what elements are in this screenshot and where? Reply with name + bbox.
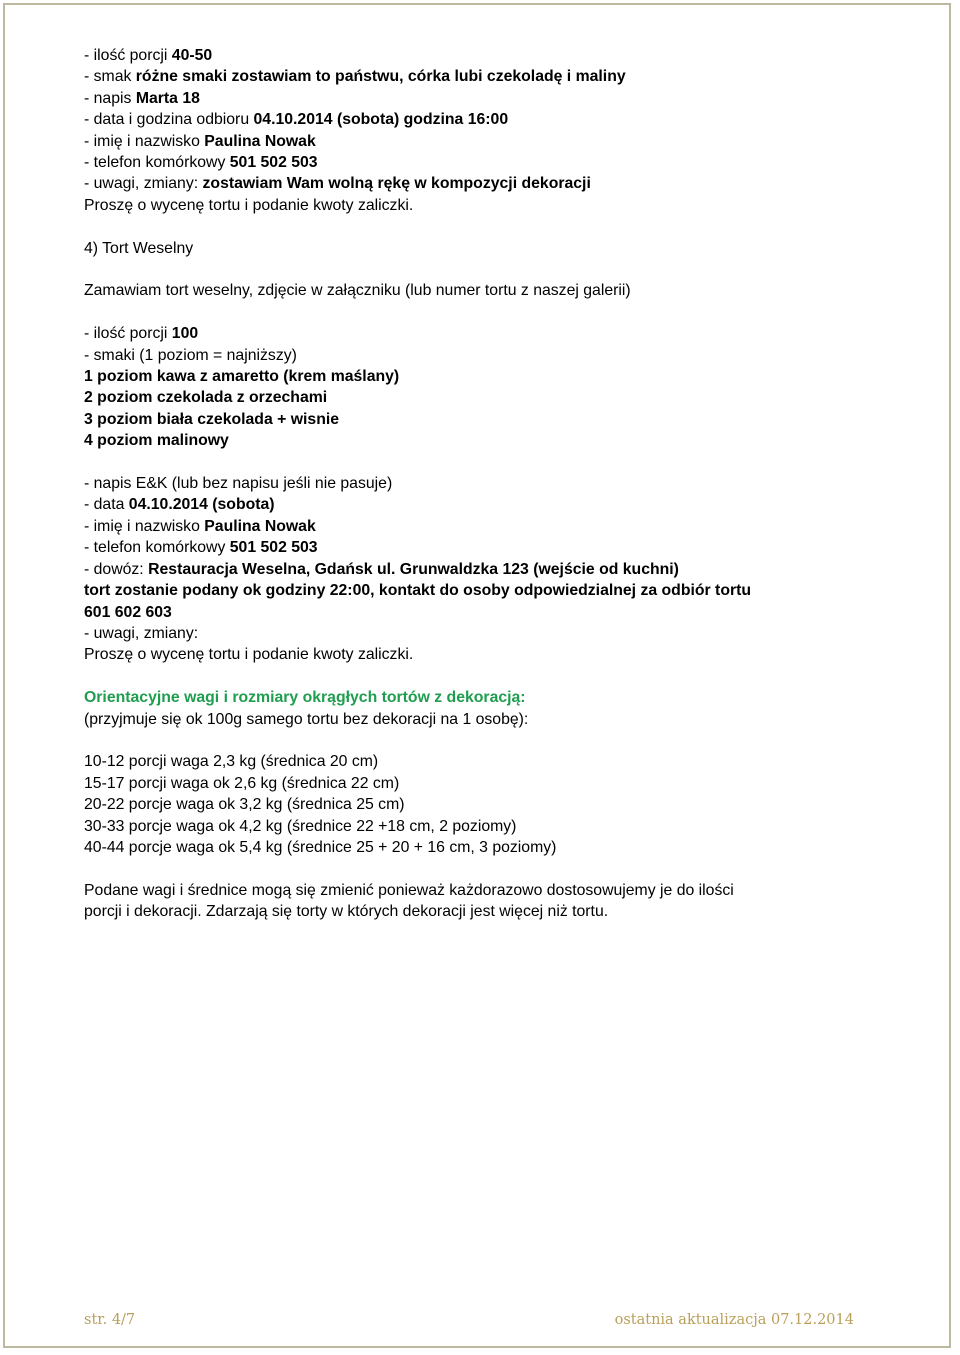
inscription-value: Marta 18	[135, 89, 200, 107]
serving-note: tort zostanie podany ok godziny 22:00, kontakt do osoby odpowiedzialnej za odbiór tortu	[84, 582, 752, 600]
name-label: - imię i nazwisko	[84, 132, 205, 150]
weights-note: Podane wagi i średnice mogą się zmienić ponieważ każdorazowo dostosowujemy je do ilości	[84, 881, 734, 899]
flavor-line	[84, 66, 914, 87]
date-line	[84, 109, 914, 130]
flavor-value: różne smaki zostawiam to państwu, córka lubi czekoladę i maliny	[135, 68, 626, 86]
name-value: Paulina Nowak	[204, 132, 316, 150]
weight-row: 30-33 porcje waga ok 4,2 kg (średnice 22 +18 cm, 2 poziomy)	[84, 817, 517, 835]
notes-value: zostawiam Wam wolną rękę w kompozycji dekoracji	[202, 175, 591, 193]
notes-line: - uwagi, zmiany:	[84, 624, 199, 642]
weights-heading: Orientacyjne wagi i rozmiary okrągłych tortów z dekoracją:	[84, 689, 526, 707]
order-intro: Zamawiam tort weselny, zdjęcie w załączniku (lub numer tortu z naszej galerii)	[84, 282, 631, 300]
phone-line	[84, 152, 914, 173]
phone-label: - telefon komórkowy	[84, 154, 230, 172]
date-value: 04.10.2014 (sobota)	[128, 496, 275, 514]
page-frame	[3, 3, 951, 1348]
name-line	[84, 131, 914, 152]
contact-phone: 601 602 603	[84, 603, 172, 621]
name-line	[84, 516, 914, 537]
notes-label: - uwagi, zmiany:	[84, 175, 203, 193]
portions-label: - ilość porcji	[84, 47, 172, 64]
phone-label: - telefon komórkowy	[84, 539, 230, 557]
level-item: 1 poziom kawa z amaretto (krem maślany)	[84, 368, 400, 386]
page-number: str. 4/7	[84, 1312, 136, 1328]
weight-row: 10-12 porcji waga 2,3 kg (średnica 20 cm)	[84, 753, 379, 771]
last-updated: ostatnia aktualizacja 07.12.2014	[614, 1312, 854, 1328]
level-item: 4 poziom malinowy	[84, 432, 229, 450]
date-line	[84, 494, 914, 515]
quote-request: Proszę o wycenę tortu i podanie kwoty zaliczki.	[84, 646, 414, 664]
level-item: 3 poziom biała czekolada + wisnie	[84, 410, 340, 428]
portions-value: 40-50	[171, 47, 213, 64]
weight-row: 15-17 porcji waga ok 2,6 kg (średnica 22 cm)	[84, 774, 400, 792]
phone-line	[84, 537, 914, 558]
delivery-line	[84, 559, 914, 580]
portions-label: - ilość porcji	[84, 325, 172, 343]
phone-value: 501 502 503	[229, 154, 318, 172]
weights-note: porcji i dekoracji. Zdarzają się torty w których dekoracji jest więcej niż tortu.	[84, 903, 609, 921]
notes-line	[84, 173, 914, 194]
date-value: 04.10.2014 (sobota) godzina 16:00	[253, 111, 509, 129]
delivery-value: Restauracja Weselna, Gdańsk ul. Grunwaldzka 123 (wejście od kuchni)	[148, 560, 679, 578]
portions-line	[84, 45, 914, 66]
weights-subheading: (przyjmuje się ok 100g samego tortu bez dekoracji na 1 osobę):	[84, 710, 529, 728]
inscription-label: - napis	[84, 89, 136, 107]
page-footer	[84, 1312, 854, 1328]
inscription-line: - napis E&K (lub bez napisu jeśli nie pasuje)	[84, 475, 393, 493]
phone-value: 501 502 503	[229, 539, 318, 557]
portions-line	[84, 323, 914, 344]
portions-value: 100	[171, 325, 199, 343]
section-heading: 4) Tort Weselny	[84, 239, 194, 257]
flavors-heading: - smaki (1 poziom = najniższy)	[84, 346, 297, 364]
flavor-label: - smak	[84, 68, 136, 86]
weight-row: 40-44 porcje waga ok 5,4 kg (średnice 25 + 20 + 16 cm, 3 poziomy)	[84, 838, 557, 856]
delivery-label: - dowóz:	[84, 560, 149, 578]
level-item: 2 poziom czekolada z orzechami	[84, 389, 328, 407]
document-body	[84, 45, 914, 923]
name-value: Paulina Nowak	[204, 517, 316, 535]
inscription-line	[84, 88, 914, 109]
quote-request: Proszę o wycenę tortu i podanie kwoty zaliczki.	[84, 196, 414, 214]
date-label: - data	[84, 496, 129, 514]
date-label: - data i godzina odbioru	[84, 111, 254, 129]
name-label: - imię i nazwisko	[84, 517, 205, 535]
weight-row: 20-22 porcje waga ok 3,2 kg (średnica 25 cm)	[84, 796, 405, 814]
